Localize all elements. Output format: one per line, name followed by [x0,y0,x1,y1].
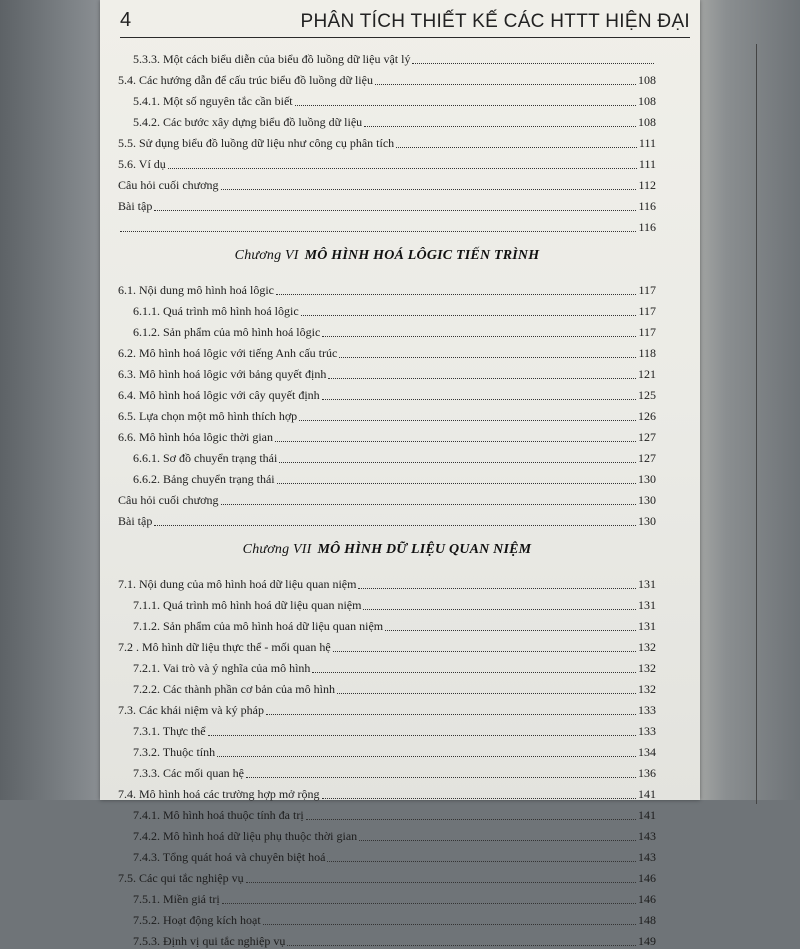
dot-leader [154,525,636,526]
toc-entry [118,214,656,235]
dot-leader [327,861,636,862]
toc-entry-label: 6.1.2. Sản phẩm của mô hình hoá lôgic [133,325,321,339]
toc-entry-label: 6.2. Mô hình hoá lôgic với tiếng Anh cấu trúc [118,346,338,360]
book-title: PHÂN TÍCH THIẾT KẾ CÁC HTTT HIỆN ĐẠI [300,11,690,32]
dot-leader [339,357,636,358]
toc-entry-label: 7.5.2. Hoạt động kích hoạt [133,913,261,927]
page-header [120,7,690,38]
toc-entry-page: 117 [638,283,656,297]
dot-leader [120,231,636,232]
toc-entry-page: 130 [638,472,656,486]
toc-entry-label: 6.1. Nội dung mô hình hoá lôgic [118,283,274,297]
toc-entry-label: 6.4. Mô hình hoá lôgic với cây quyết định [118,388,320,402]
dot-leader [412,63,654,64]
toc-entry [118,613,656,634]
dot-leader [263,924,636,925]
toc-entry [118,823,656,844]
toc-entry [118,361,656,382]
toc-entry-label: 6.1.1. Quá trình mô hình hoá lôgic [133,304,299,318]
chapter-heading [118,235,656,277]
toc-entry-page: 111 [638,136,656,150]
toc-entry-label: 7.1.1. Quá trình mô hình hoá dữ liệu quan niệm [133,598,362,612]
dot-leader [266,714,636,715]
dot-leader [358,588,636,589]
dot-leader [364,126,636,127]
toc-entry [118,466,656,487]
dot-leader [375,84,636,85]
dot-leader [287,945,636,946]
toc-entry [118,298,656,319]
toc-entry-page: 130 [638,514,656,528]
toc-entry [118,886,656,907]
toc-entry-label: 7.5.1. Miền giá trị [133,892,220,906]
toc-entry [118,277,656,298]
toc-entry [118,403,656,424]
dot-leader [363,609,636,610]
dot-leader [277,483,636,484]
toc-entry-label: 6.3. Mô hình hoá lôgic với bảng quyết định [118,367,327,381]
toc-entry-page: 127 [638,451,656,465]
table-of-contents [118,46,656,949]
toc-entry [118,844,656,865]
dot-leader [306,819,636,820]
dot-leader [322,399,636,400]
toc-entry-label: Câu hỏi cuối chương [118,493,219,507]
toc-entry [118,592,656,613]
toc-entry-page: 117 [638,304,656,318]
toc-entry-label: 7.3.3. Các mối quan hệ [133,766,244,780]
toc-entry-label: 5.4.2. Các bước xây dựng biểu đồ luồng dữ liệu [133,115,363,129]
toc-entry-page: 149 [638,934,656,948]
chapter-title: MÔ HÌNH DỮ LIỆU QUAN NIỆM [317,542,532,557]
toc-entry [118,739,656,760]
toc-entry [118,67,656,88]
dot-leader [328,378,636,379]
dot-leader [359,840,636,841]
toc-entry-page: 116 [638,220,656,234]
toc-entry-label: 6.6. Mô hình hóa lôgic thời gian [118,430,273,444]
toc-entry-label: 7.5.3. Định vị qui tắc nghiệp vụ [133,934,286,948]
toc-entry-label: 5.6. Ví dụ [118,157,166,171]
dot-leader [301,315,637,316]
toc-entry-label: 7.2.2. Các thành phần cơ bản của mô hình [133,682,335,696]
toc-entry-label: 5.5. Sử dụng biểu đồ luồng dữ liệu như công cụ phân tích [118,136,395,150]
toc-entry-page: 132 [638,661,656,675]
chapter-number: Chương VII [242,542,312,557]
toc-entry-page: 134 [638,745,656,759]
dot-leader [276,294,636,295]
toc-entry-label: 7.5. Các qui tắc nghiệp vụ [118,871,244,885]
toc-entry-page: 148 [638,913,656,927]
toc-entry [118,46,656,67]
dot-leader [168,168,637,169]
chapter-heading [118,529,656,571]
toc-entry [118,865,656,886]
dot-leader [279,462,636,463]
toc-entry-page: 133 [638,703,656,717]
toc-entry-label: 7.3.2. Thuộc tính [133,745,216,759]
dot-leader [222,903,636,904]
toc-entry [118,655,656,676]
toc-entry-label: 7.3. Các khái niệm và ký pháp [118,703,264,717]
toc-entry-page: 127 [638,430,656,444]
dot-leader [295,105,636,106]
dot-leader [208,735,636,736]
toc-entry-label: 6.5. Lựa chọn một mô hình thích hợp [118,409,298,423]
toc-entry [118,508,656,529]
toc-entry-page: 131 [638,619,656,633]
toc-entry-label: 6.6.1. Sơ đồ chuyển trạng thái [133,451,278,465]
toc-entry [118,151,656,172]
toc-entry [118,109,656,130]
toc-entry-page: 121 [638,367,656,381]
toc-entry-page: 133 [638,724,656,738]
toc-entry-label: 7.4.3. Tổng quát hoá và chuyên biệt hoá [133,850,326,864]
toc-entry [118,718,656,739]
toc-entry [118,928,656,949]
toc-entry-page: 125 [638,388,656,402]
toc-entry-page: 143 [638,829,656,843]
toc-entry [118,340,656,361]
toc-entry [118,172,656,193]
toc-entry-page: 130 [638,493,656,507]
dot-leader [221,504,637,505]
toc-entry [118,487,656,508]
toc-entry-page: 108 [638,94,656,108]
toc-entry [118,445,656,466]
dot-leader [154,210,636,211]
chapter-title: MÔ HÌNH HOÁ LÔGIC TIẾN TRÌNH [304,248,540,263]
toc-entry-label: 7.1.2. Sản phẩm của mô hình hoá dữ liệu quan niệm [133,619,384,633]
toc-entry-label: 7.2 . Mô hình dữ liệu thực thể - mối quan hệ [118,640,331,654]
toc-entry [118,424,656,445]
toc-entry-label: 5.4. Các hướng dẫn để cấu trúc biểu đồ luồng dữ liệu [118,73,373,87]
dot-leader [312,672,636,673]
page-number: 4 [120,9,132,31]
dot-leader [217,756,636,757]
dot-leader [385,630,636,631]
dot-leader [299,420,636,421]
dot-leader [275,441,636,442]
toc-entry-page: 131 [638,598,656,612]
toc-entry-label: 7.4.1. Mô hình hoá thuộc tính đa trị [133,808,304,822]
toc-entry [118,382,656,403]
toc-entry [118,781,656,802]
toc-entry-label: Bài tập [118,199,153,213]
dot-leader [246,882,636,883]
background-left [0,0,104,800]
toc-entry-page: 132 [638,682,656,696]
dot-leader [322,798,636,799]
toc-entry-label: 5.4.1. Một số nguyên tắc cần biết [133,94,293,108]
toc-entry-label: 7.3.1. Thực thể [133,724,206,738]
toc-entry-page: 141 [638,787,656,801]
toc-entry [118,193,656,214]
chapter-number: Chương VI [234,248,299,263]
toc-entry-page: 126 [638,409,656,423]
toc-entry-page: 111 [638,157,656,171]
toc-entry [118,907,656,928]
toc-entry [118,697,656,718]
dot-leader [246,777,636,778]
toc-entry-page: 116 [638,199,656,213]
toc-entry-page: 141 [638,808,656,822]
toc-entry-page: 117 [638,325,656,339]
toc-entry-page: 143 [638,850,656,864]
toc-entry [118,802,656,823]
toc-entry-label: 7.4.2. Mô hình hoá dữ liệu phụ thuộc thời gian [133,829,358,843]
dot-leader [221,189,637,190]
toc-entry-page: 112 [638,178,656,192]
toc-entry-label: Bài tập [118,514,153,528]
toc-entry [118,634,656,655]
toc-entry-page: 131 [638,577,656,591]
toc-entry-page: 146 [638,871,656,885]
toc-entry [118,319,656,340]
toc-entry [118,760,656,781]
toc-entry-label: 7.2.1. Vai trò và ý nghĩa của mô hình [133,661,311,675]
toc-entry [118,88,656,109]
toc-entry-page: 146 [638,892,656,906]
toc-entry-page: 118 [638,346,656,360]
dot-leader [322,336,636,337]
toc-entry-label: 7.4. Mô hình hoá các trường hợp mở rộng [118,787,320,801]
dot-leader [333,651,636,652]
book-page [100,0,700,948]
toc-entry-page: 132 [638,640,656,654]
toc-entry [118,676,656,697]
toc-entry-label: 7.1. Nội dung của mô hình hoá dữ liệu quan niệm [118,577,357,591]
right-margin-rule [756,44,757,804]
dot-leader [337,693,636,694]
toc-entry [118,130,656,151]
background-right [695,0,800,800]
toc-entry-label: 5.3.3. Một cách biểu diễn của biểu đồ luồng dữ liệu vật lý [133,52,411,66]
toc-entry-page: 136 [638,766,656,780]
toc-entry-label: 6.6.2. Bảng chuyển trạng thái [133,472,275,486]
toc-entry-label: Câu hỏi cuối chương [118,178,219,192]
dot-leader [396,147,637,148]
toc-entry [118,571,656,592]
toc-entry-page: 108 [638,73,656,87]
toc-entry-page: 108 [638,115,656,129]
